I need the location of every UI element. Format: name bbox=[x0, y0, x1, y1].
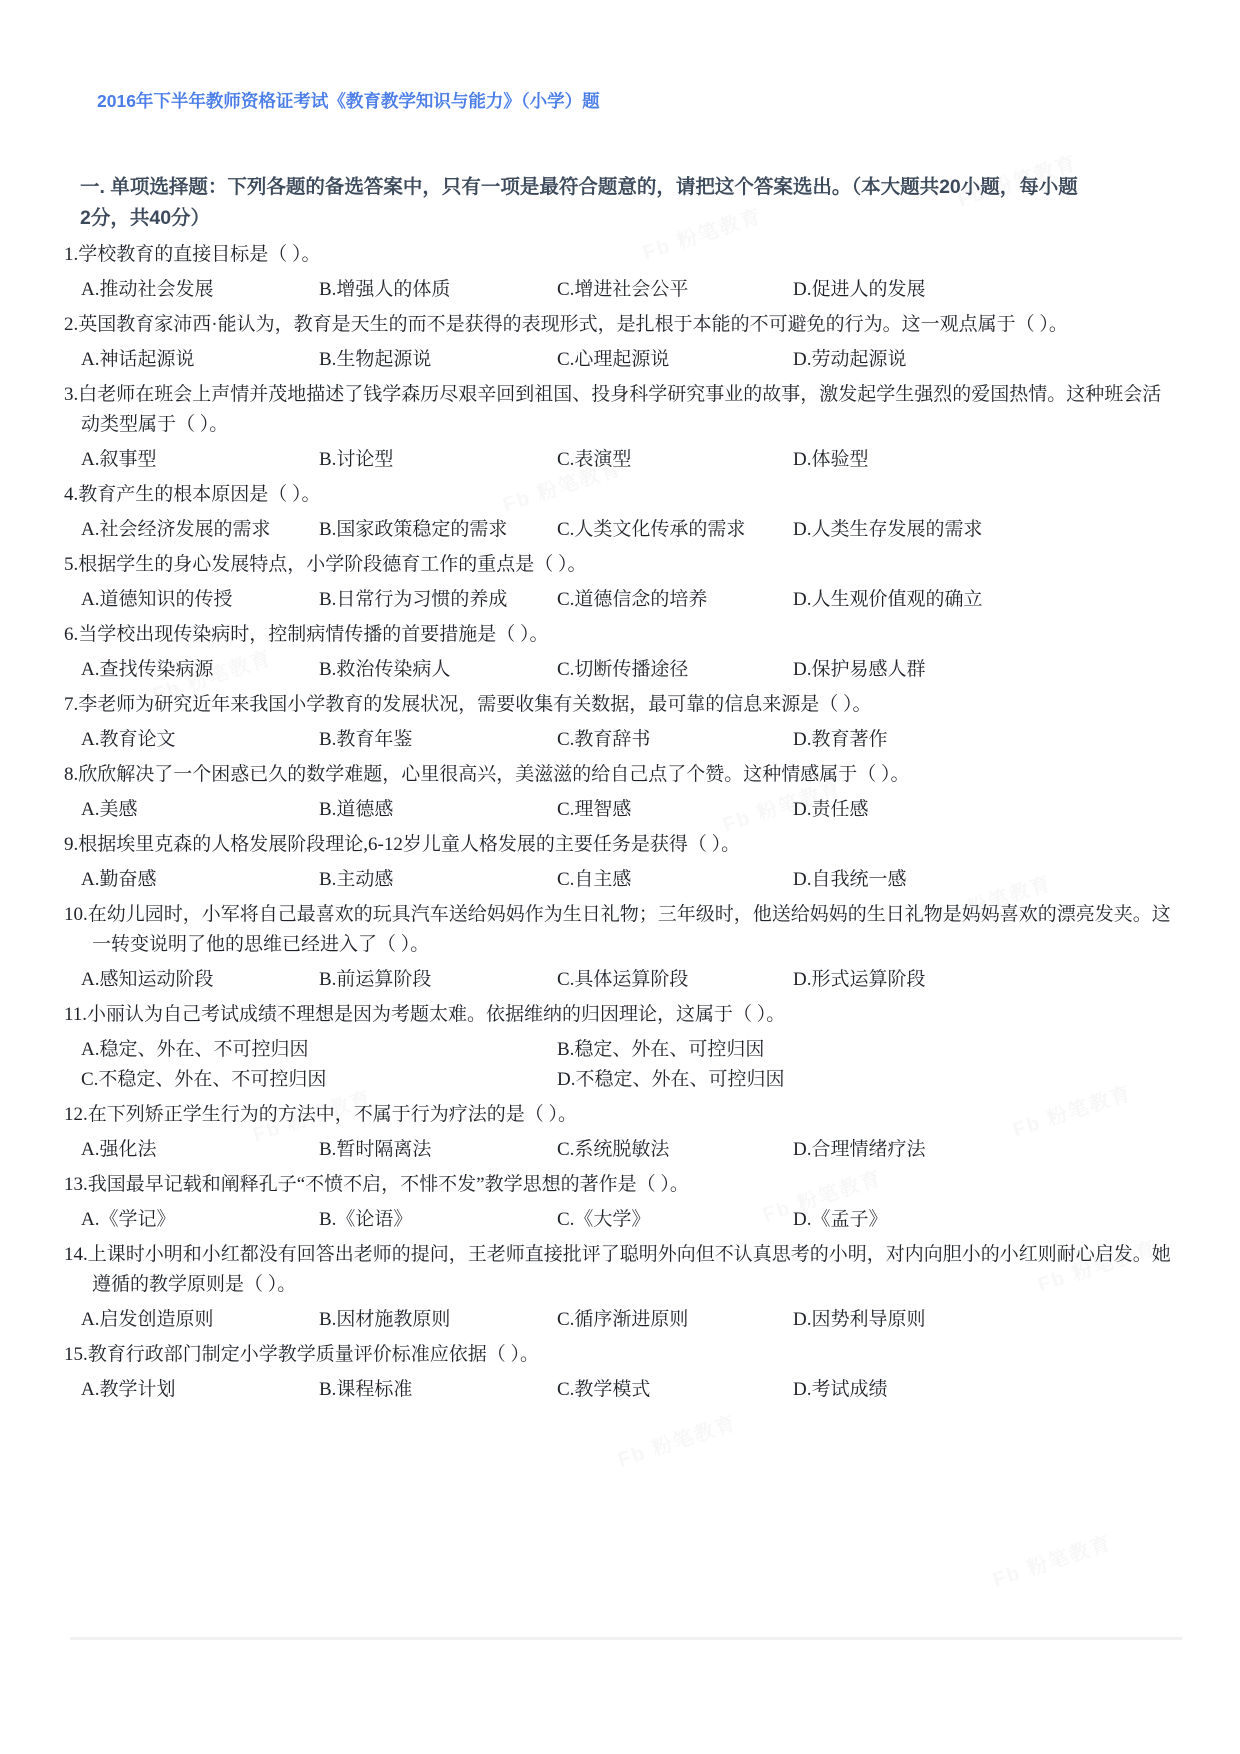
question-stem bbox=[64, 1000, 1176, 1030]
question-options bbox=[64, 1135, 1176, 1165]
question-stem bbox=[64, 480, 1176, 510]
option-c: C.《大学》 bbox=[557, 1209, 651, 1230]
option-a: A.感知运动阶段 bbox=[81, 969, 214, 990]
question-stem bbox=[64, 900, 1176, 960]
option-d: D.劳动起源说 bbox=[793, 349, 907, 370]
question-stem bbox=[64, 830, 1176, 860]
option-b: B.《论语》 bbox=[319, 1209, 413, 1230]
question-stem bbox=[64, 1340, 1176, 1370]
questions-list bbox=[64, 240, 1176, 1405]
option-b: B.前运算阶段 bbox=[319, 969, 432, 990]
option-b: B.生物起源说 bbox=[319, 349, 432, 370]
question-number: 12. bbox=[64, 1104, 88, 1125]
option-a: A.启发创造原则 bbox=[81, 1309, 214, 1330]
question-number: 6. bbox=[64, 624, 79, 645]
option-d: D.促进人的发展 bbox=[793, 279, 926, 300]
question-13 bbox=[64, 1170, 1176, 1235]
question-stem bbox=[64, 760, 1176, 790]
question-stem bbox=[64, 310, 1176, 340]
option-c: C.心理起源说 bbox=[557, 349, 670, 370]
option-b: B.课程标准 bbox=[319, 1379, 413, 1400]
question-1 bbox=[64, 240, 1176, 305]
question-number: 5. bbox=[64, 554, 79, 575]
question-options bbox=[64, 585, 1176, 615]
option-b: B.日常行为习惯的养成 bbox=[319, 589, 508, 610]
question-stem-text: 根据学生的身心发展特点，小学阶段德育工作的重点是（ ）。 bbox=[78, 554, 587, 575]
question-stem-text: 在幼儿园时，小军将自己最喜欢的玩具汽车送给妈妈作为生日礼物；三年级时，他送给妈妈的生日礼物是妈妈喜欢的漂亮发夹。这一转变说明了他的思维已经进入了（ ）。 bbox=[87, 904, 1171, 955]
option-b: B.教育年鉴 bbox=[319, 729, 413, 750]
question-stem bbox=[64, 1170, 1176, 1200]
question-15 bbox=[64, 1340, 1176, 1405]
option-a: A.神话起源说 bbox=[81, 349, 195, 370]
option-c: C.具体运算阶段 bbox=[557, 969, 689, 990]
question-stem-text: 根据埃里克森的人格发展阶段理论,6-12岁儿童人格发展的主要任务是获得（ ）。 bbox=[78, 834, 741, 855]
page-title: 2016年下半年教师资格证考试《教育教学知识与能力》（小学）题 bbox=[97, 91, 600, 111]
question-number: 9. bbox=[64, 834, 79, 855]
option-c: C.系统脱敏法 bbox=[557, 1139, 670, 1160]
option-d: D.考试成绩 bbox=[793, 1379, 888, 1400]
bottom-divider bbox=[70, 1637, 1182, 1640]
option-c: C.自主感 bbox=[557, 869, 632, 890]
option-d: D.人类生存发展的需求 bbox=[793, 519, 983, 540]
option-a: A.《学记》 bbox=[81, 1209, 176, 1230]
question-stem bbox=[64, 550, 1176, 580]
question-options bbox=[64, 515, 1176, 545]
question-number: 14. bbox=[64, 1244, 88, 1265]
question-number: 15. bbox=[64, 1344, 88, 1365]
option-c: C.教育辞书 bbox=[557, 729, 651, 750]
question-options bbox=[64, 445, 1176, 475]
question-stem-text: 英国教育家沛西·能认为，教育是天生的而不是获得的表现形式，是扎根于本能的不可避免的行为。这一观点属于（ ）。 bbox=[78, 314, 1068, 335]
question-options bbox=[64, 1035, 1176, 1095]
question-stem-text: 在下列矫正学生行为的方法中，不属于行为疗法的是（ ）。 bbox=[87, 1104, 578, 1125]
option-b: B.救治传染病人 bbox=[319, 659, 451, 680]
option-c: C.不稳定、外在、不可控归因 bbox=[81, 1069, 327, 1090]
option-b: B.暂时隔离法 bbox=[319, 1139, 432, 1160]
question-stem-text: 白老师在班会上声情并茂地描述了钱学森历尽艰辛回到祖国、投身科学研究事业的故事，激发起学生强烈的爱国热情。这种班会活动类型属于（ ）。 bbox=[78, 384, 1162, 435]
option-c: C.循序渐进原则 bbox=[557, 1309, 689, 1330]
option-a: A.叙事型 bbox=[81, 449, 157, 470]
option-b: B.增强人的体质 bbox=[319, 279, 451, 300]
option-d: D.责任感 bbox=[793, 799, 869, 820]
question-11 bbox=[64, 1000, 1176, 1095]
question-number: 3. bbox=[64, 384, 79, 405]
question-stem-text: 欣欣解决了一个困惑已久的数学难题，心里很高兴，美滋滋的给自己点了个赞。这种情感属于（ ）。 bbox=[78, 764, 910, 785]
question-7 bbox=[64, 690, 1176, 755]
option-a: A.社会经济发展的需求 bbox=[81, 519, 271, 540]
option-d: D.保护易感人群 bbox=[793, 659, 926, 680]
option-b: B.道德感 bbox=[319, 799, 394, 820]
option-c: C.教学模式 bbox=[557, 1379, 651, 1400]
question-options bbox=[64, 1375, 1176, 1405]
question-options bbox=[64, 345, 1176, 375]
question-9 bbox=[64, 830, 1176, 895]
option-c: C.表演型 bbox=[557, 449, 632, 470]
option-d: D.教育著作 bbox=[793, 729, 888, 750]
option-c: C.人类文化传承的需求 bbox=[557, 519, 746, 540]
question-stem-text: 学校教育的直接目标是（ ）。 bbox=[78, 244, 321, 265]
question-stem-text: 上课时小明和小红都没有回答出老师的提问，王老师直接批评了聪明外向但不认真思考的小明，对内向胆小的小红则耐心启发。她遵循的教学原则是（ ）。 bbox=[87, 1244, 1171, 1295]
question-number: 13. bbox=[64, 1174, 88, 1195]
option-a: A.勤奋感 bbox=[81, 869, 157, 890]
option-b: B.稳定、外在、可控归因 bbox=[557, 1039, 765, 1060]
question-8 bbox=[64, 760, 1176, 825]
option-a: A.道德知识的传授 bbox=[81, 589, 233, 610]
question-stem-text: 教育行政部门制定小学教学质量评价标准应依据（ ）。 bbox=[87, 1344, 540, 1365]
question-stem-text: 我国最早记载和阐释孔子“不愤不启，不悱不发”教学思想的著作是（ ）。 bbox=[87, 1174, 689, 1195]
option-b: B.因材施教原则 bbox=[319, 1309, 451, 1330]
option-a: A.推动社会发展 bbox=[81, 279, 214, 300]
question-number: 10. bbox=[64, 904, 88, 925]
option-a: A.强化法 bbox=[81, 1139, 157, 1160]
option-a: A.教学计划 bbox=[81, 1379, 176, 1400]
question-stem bbox=[64, 690, 1176, 720]
question-options bbox=[64, 1205, 1176, 1235]
question-number: 4. bbox=[64, 484, 79, 505]
question-number: 11. bbox=[64, 1004, 88, 1025]
section-heading: 一. 单项选择题：下列各题的备选答案中，只有一项是最符合题意的，请把这个答案选出。（本大题共20小题，每小题2分，共40分） bbox=[80, 176, 1078, 229]
question-stem bbox=[64, 1100, 1176, 1130]
question-options bbox=[64, 965, 1176, 995]
question-6 bbox=[64, 620, 1176, 685]
question-number: 8. bbox=[64, 764, 79, 785]
question-options bbox=[64, 1305, 1176, 1335]
question-12 bbox=[64, 1100, 1176, 1165]
question-stem-text: 教育产生的根本原因是（ ）。 bbox=[78, 484, 321, 505]
question-5 bbox=[64, 550, 1176, 615]
question-stem bbox=[64, 240, 1176, 270]
option-b: B.国家政策稳定的需求 bbox=[319, 519, 508, 540]
option-c: C.切断传播途径 bbox=[557, 659, 689, 680]
question-options bbox=[64, 725, 1176, 755]
watermark bbox=[614, 1407, 741, 1473]
option-b: B.讨论型 bbox=[319, 449, 394, 470]
option-d: D.人生观价值观的确立 bbox=[793, 589, 983, 610]
option-c: C.增进社会公平 bbox=[557, 279, 689, 300]
question-number: 1. bbox=[64, 244, 79, 265]
question-10 bbox=[64, 900, 1176, 995]
option-b: B.主动感 bbox=[319, 869, 394, 890]
question-stem bbox=[64, 620, 1176, 650]
question-stem-text: 李老师为研究近年来我国小学教育的发展状况，需要收集有关数据，最可靠的信息来源是（ ）。 bbox=[78, 694, 872, 715]
option-c: C.理智感 bbox=[557, 799, 632, 820]
watermark bbox=[989, 1527, 1116, 1593]
question-number: 7. bbox=[64, 694, 79, 715]
option-d: D.不稳定、外在、可控归因 bbox=[557, 1069, 785, 1090]
option-a: A.美感 bbox=[81, 799, 138, 820]
option-d: D.形式运算阶段 bbox=[793, 969, 926, 990]
question-3 bbox=[64, 380, 1176, 475]
question-number: 2. bbox=[64, 314, 79, 335]
question-stem bbox=[64, 1240, 1176, 1300]
question-stem-text: 小丽认为自己考试成绩不理想是因为考题太难。依据维纳的归因理论，这属于（ ）。 bbox=[87, 1004, 786, 1025]
question-options bbox=[64, 655, 1176, 685]
question-stem-text: 当学校出现传染病时，控制病情传播的首要措施是（ ）。 bbox=[78, 624, 549, 645]
question-options bbox=[64, 795, 1176, 825]
question-4 bbox=[64, 480, 1176, 545]
question-options bbox=[64, 275, 1176, 305]
question-14 bbox=[64, 1240, 1176, 1335]
option-d: D.自我统一感 bbox=[793, 869, 907, 890]
option-d: D.《孟子》 bbox=[793, 1209, 888, 1230]
question-2 bbox=[64, 310, 1176, 375]
question-stem bbox=[64, 380, 1176, 440]
option-c: C.道德信念的培养 bbox=[557, 589, 708, 610]
option-d: D.合理情绪疗法 bbox=[793, 1139, 926, 1160]
option-a: A.教育论文 bbox=[81, 729, 176, 750]
question-options bbox=[64, 865, 1176, 895]
option-d: D.因势利导原则 bbox=[793, 1309, 926, 1330]
option-d: D.体验型 bbox=[793, 449, 869, 470]
option-a: A.稳定、外在、不可控归因 bbox=[81, 1039, 309, 1060]
option-a: A.查找传染病源 bbox=[81, 659, 214, 680]
